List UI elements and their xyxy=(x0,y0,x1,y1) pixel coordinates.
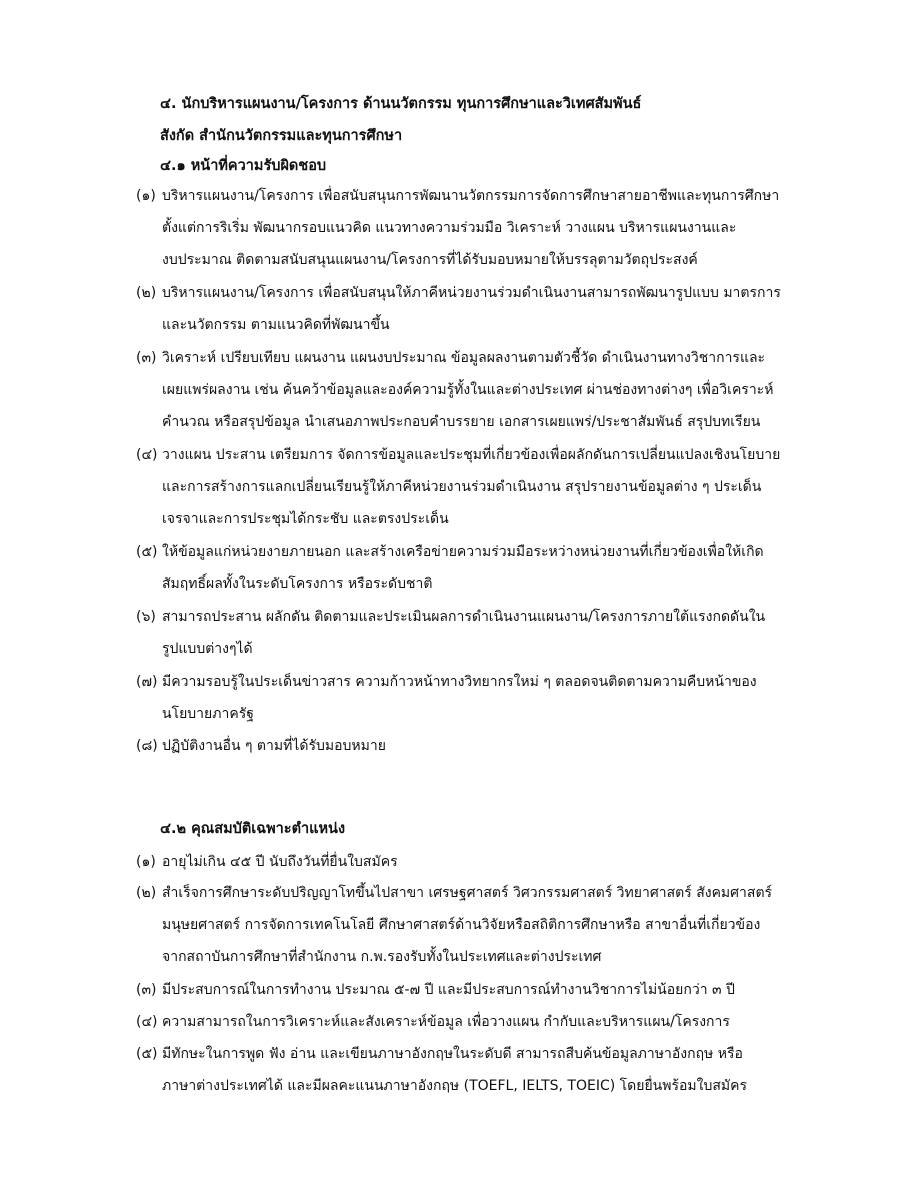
item-line: จากสถาบันการศึกษาที่สำนักงาน ก.พ.รองรับทั้งในประเทศและต่างประเทศ xyxy=(162,949,602,965)
item-number: (๔) xyxy=(136,447,158,463)
item-line: สัมฤทธิ์ผลทั้งในระดับโครงการ หรือระดับชาติ xyxy=(162,576,433,592)
item-line: และการสร้างการแลกเปลี่ยนเรียนรู้ให้ภาคีหน่วยงานร่วมดำเนินงาน สรุปรายงานข้อมูลต่าง ๆ ประเด็น xyxy=(162,479,762,495)
item-line: คำนวณ หรือสรุปข้อมูล นำเสนอภาพประกอบคำบรรยาย เอกสารเผยแพร่/ประชาสัมพันธ์ สรุปบทเรียน xyxy=(162,414,761,430)
item-line: วางแผน ประสาน เตรียมการ จัดการข้อมูลและประชุมที่เกี่ยวข้องเพื่อผลักดันการเปลี่ยนแปลงเชิงนโยบาย xyxy=(162,447,781,463)
section-title: ๔. นักบริหารแผนงาน/โครงการ ด้านนวัตกรรม ทุนการศึกษาและวิเทศสัมพันธ์ xyxy=(160,96,642,112)
item-number: (๓) xyxy=(136,350,157,366)
item-number: (๒) xyxy=(136,885,157,901)
item-number: (๒) xyxy=(136,285,157,301)
affiliation: สังกัด สำนักนวัตกรรมและทุนการศึกษา xyxy=(160,128,403,144)
item-line: งบประมาณ ติดตามสนับสนุนแผนงาน/โครงการที่ได้รับมอบหมายให้บรรลุตามวัตถุประสงค์ xyxy=(162,252,698,268)
item-line: วิเคราะห์ เปรียบเทียบ แผนงาน แผนงบประมาณ ข้อมูลผลงานตามตัวชี้วัด ดำเนินงานทางวิชาการและ xyxy=(162,350,766,366)
item-number: (๕) xyxy=(136,544,158,560)
item-line: ปฏิบัติงานอื่น ๆ ตามที่ได้รับมอบหมาย xyxy=(162,738,386,754)
item-line: ภาษาต่างประเทศได้ และมีผลคะแนนภาษาอังกฤษ (TOEFL, IELTS, TOEIC) โดยยื่นพร้อมใบสมัคร xyxy=(162,1078,748,1094)
item-number: (๗) xyxy=(136,674,158,690)
item-line: นโยบายภาครัฐ xyxy=(162,706,254,722)
qualifications-heading: ๔.๒ คุณสมบัติเฉพาะตำแหน่ง xyxy=(160,821,346,837)
item-line: บริหารแผนงาน/โครงการ เพื่อสนับสนุนให้ภาคีหน่วยงานร่วมดำเนินงานสามารถพัฒนารูปแบบ มาตรการ xyxy=(162,285,781,301)
item-line: มีทักษะในการพูด ฟัง อ่าน และเขียนภาษาอังกฤษในระดับดี สามารถสืบค้นข้อมูลภาษาอังกฤษ หรือ xyxy=(162,1046,743,1062)
item-number: (๑) xyxy=(136,854,156,870)
item-line: ให้ข้อมูลแก่หน่วยงายภายนอก และสร้างเครือข่ายความร่วมมือระหว่างหน่วยงานที่เกี่ยวข้องเพื่อให้เกิด xyxy=(162,544,764,560)
item-line: ความสามารถในการวิเคราะห์และสังเคราะห์ข้อมูล เพื่อวางแผน กำกับและบริหารแผน/โครงการ xyxy=(162,1014,730,1030)
item-line: รูปแบบต่างๆได้ xyxy=(162,641,253,657)
item-line: สำเร็จการศึกษาระดับปริญญาโทขึ้นไปสาขา เศรษฐศาสตร์ วิศวกรรมศาสตร์ วิทยาศาสตร์ สังคมศาสตร์ xyxy=(162,885,773,901)
item-line: เผยแพร่ผลงาน เช่น ค้นคว้าข้อมูลและองค์ความรู้ทั้งในและต่างประเทศ ผ่านช่องทางต่างๆ เพื่อวิเคราะห์ xyxy=(162,382,774,398)
item-line: มีประสบการณ์ในการทำงาน ประมาณ ๕-๗ ปี และมีประสบการณ์ทำงานวิชาการไม่น้อยกว่า ๓ ปี xyxy=(162,982,735,998)
item-number: (๘) xyxy=(136,738,158,754)
item-line: และนวัตกรรม ตามแนวคิดที่พัฒนาขึ้น xyxy=(162,317,390,333)
item-line: มีความรอบรู้ในประเด็นข่าวสาร ความก้าวหน้าทางวิทยากรใหม่ ๆ ตลอดจนติดตามความคืบหน้าของ xyxy=(162,674,757,690)
item-number: (๔) xyxy=(136,1014,158,1030)
item-number: (๕) xyxy=(136,1046,158,1062)
item-line: เจรจาและการประชุมได้กระชับ และตรงประเด็น xyxy=(162,511,449,527)
item-number: (๓) xyxy=(136,982,157,998)
item-line: อายุไม่เกิน ๔๕ ปี นับถึงวันที่ยื่นใบสมัคร xyxy=(162,854,398,870)
item-number: (๑) xyxy=(136,188,156,204)
duties-heading: ๔.๑ หน้าที่ความรับผิดชอบ xyxy=(160,158,327,174)
item-line: มนุษยศาสตร์ การจัดการเทคโนโลยี ศึกษาศาสตร์ด้านวิจัยหรือสถิติการศึกษาหรือ สาขาอื่นที่เกี่ยวข้อง xyxy=(162,917,761,933)
item-line: สามารถประสาน ผลักดัน ติดตามและประเมินผลการดำเนินงานแผนงาน/โครงการภายใต้แรงกดดันใน xyxy=(162,609,766,625)
item-line: ตั้งแต่การริเริ่ม พัฒนากรอบแนวคิด แนวทางความร่วมมือ วิเคราะห์ วางแผน บริหารแผนงานและ xyxy=(162,220,737,236)
item-number: (๖) xyxy=(136,609,156,625)
item-line: บริหารแผนงาน/โครงการ เพื่อสนับสนุนการพัฒนานวัตกรรมการจัดการศึกษาสายอาชีพและทุนการศึกษา xyxy=(162,188,780,204)
